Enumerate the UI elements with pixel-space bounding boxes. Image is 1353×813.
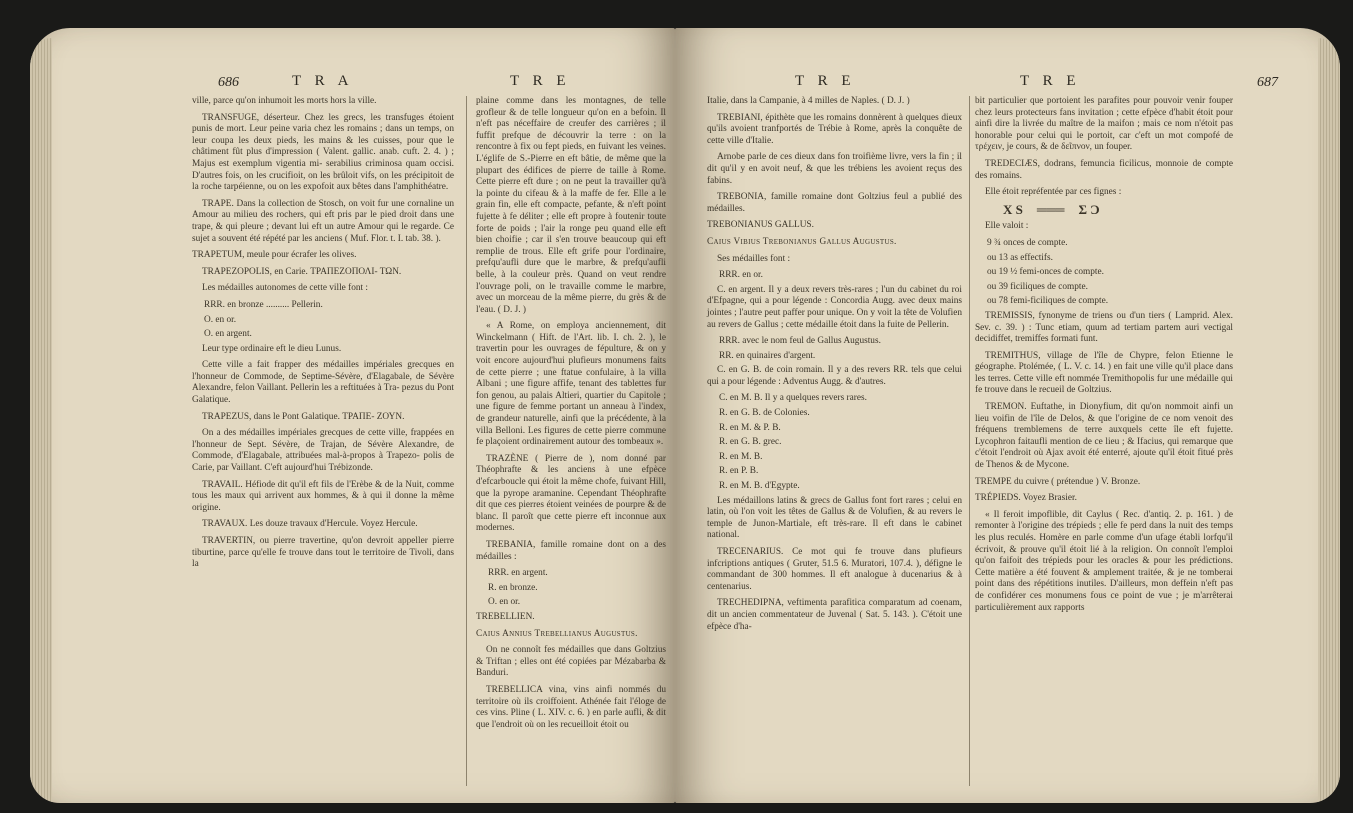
list-item: R. en M. & P. B. xyxy=(719,422,781,433)
list-item: ou 19 ½ femi-onces de compte. xyxy=(987,267,1104,278)
right-page-column-2 xyxy=(975,96,1233,619)
paragraph: Arnobe parle de ces dieux dans fon troifième livre, vers la fin ; il dit qu'il y en avoit neuf, & que les trébiens les avoient reçus des fabins. xyxy=(707,152,962,186)
paragraph: Ses médailles font : xyxy=(717,253,791,264)
monetary-sign: Σ Ɔ xyxy=(1078,201,1100,217)
list-item: RR. en quinaires d'argent. xyxy=(719,350,816,361)
left-page-column-1 xyxy=(192,96,454,576)
list-item: RRR. avec le nom feul de Gallus Augustus. xyxy=(719,336,881,347)
list-item: ou 78 femi-ficiliques de compte. xyxy=(987,296,1109,307)
left-page-column-2 xyxy=(476,96,666,736)
paragraph: Caius Annius Trebellianus Augustus. xyxy=(476,628,638,639)
right-page-column-1 xyxy=(707,96,962,638)
left-page-number: 686 xyxy=(218,75,239,90)
right-page-edges xyxy=(1318,38,1340,803)
paragraph: TRAZÈNE ( Pierre de ), nom donné par Théophrafte & les anciens à une efpèce d'efcarboucle qui étoit la même chofe, fuivant Hill, que la pyrope aramanine. Cependant Théophrafte dit que ces pierres étoient veinées de pourpre & de blanc. Il paroît que cette pierre eft inconnue aux modernes. xyxy=(476,453,666,534)
paragraph: TRÉPIEDS. Voyez Brasier. xyxy=(975,493,1077,504)
paragraph: On a des médailles impériales grecques de cette ville, frappées en l'honneur de Sept. Sévère, de Trajan, de Sévère Alexandre, de Commode, d'Elagabale, attribuées mal-à-propos à Trapezo- polis de Carie, par Vaillant. C'eft aujourd'hui Trébizonde. xyxy=(192,428,454,474)
list-item: ou 39 ficiliques de compte. xyxy=(987,281,1088,292)
paragraph: TRAVAUX. Les douze travaux d'Hercule. Voyez Hercule. xyxy=(202,519,418,530)
paragraph: TREBIANI, épithète que les romains donnèrent à quelques dieux qu'ils avoient tranfportés de Trébie à Rome, après la conquête de cette ville d'Italie. xyxy=(707,112,962,146)
monetary-sign: ═══ xyxy=(1036,201,1065,217)
paragraph: TREBANIA, famille romaine dont on a des médailles : xyxy=(476,539,666,562)
paragraph: TRAPEZOPOLIS, en Carie. ΤΡΑΠΕΖΟΠΟΛΙ- ΤΩΝ. xyxy=(202,266,402,277)
list-item: C. en M. B. Il y a quelques revers rares. xyxy=(719,393,867,404)
list-item: RRR. en argent. xyxy=(488,568,548,579)
paragraph: TRAVAIL. Héfiode dit qu'il eft fils de l'Erèbe & de la Nuit, comme tous les maux qui arrivent aux hommes, & à qui il donne la même origine. xyxy=(192,479,454,513)
paragraph: TRECENARIUS. Ce mot qui fe trouve dans plufieurs infcriptions antiques ( Gruter, 51.5 6. Muratori, 107.4. ), défigne le commandant de 300 hommes. Il eft analogue à ducenarius & à centenarius. xyxy=(707,547,962,592)
paragraph: TREMITHUS, village de l'île de Chypre, felon Etienne le géographe. Ptolémée, ( L. V. c. 14. ) en fait une ville qu'il place dans les terres. Cette ville eft nommée Tremithopolis fur une médaille qui fe trouve dans le recueil de Goltzius. xyxy=(975,350,1233,396)
paragraph: TREMON. Euftathe, in Dionyfium, dit qu'on nommoit ainfi un lieu voifin de l'île de Delos, & que l'origine de ce nom venoit des fréquens tremblemens de terre auxquels cette île eft fujette. Lycophron faitaufli mention de ce lieu ; & Ifacius, qui remarque que c'étoit l'endroit où Ajax avoit été enterré, ajoute qu'il étoit fitué près de Thenos & de Mycone. xyxy=(975,402,1233,471)
list-item: R. en M. B. xyxy=(719,451,763,462)
left-header-tre: T R E xyxy=(510,73,571,89)
paragraph: Elle étoit repréfentée par ces fignes : xyxy=(985,187,1122,198)
paragraph: Caius Vibius Trebonianus Gallus Augustus. xyxy=(707,236,897,247)
paragraph: On ne connoît fes médailles que dans Goltzius & Triftan ; elles ont été copiées par Mézabarba & Banduri. xyxy=(476,645,666,679)
paragraph: « Il feroit impoflible, dit Caylus ( Rec. d'antiq. 2. p. 161. ) de remonter à l'origine des trépieds ; elle fe perd dans la nuit des temps les plus reculés. Homère en parle comme d'un ufage établi lorfqu'il écrivoit, & prouve qu'il étoit lié à la religion. On connoît l'emploi qu'on faifoit des trépieds pour les oracles & pour les prédictions. Cette matière a été fouvent & amplement traitée, & je ne tomberai point dans des répétitions inutiles. D'ailleurs, mon deffein n'eft pas de confidérer ces monumens fous ce point de vue ; je m'arrêterai particulièrement aux rapports xyxy=(975,509,1233,613)
list-item: ou 13 as effectifs. xyxy=(987,252,1053,263)
paragraph: TREDECIÆS, dodrans, femuncia ficilicus, monnoie de compte des romains. xyxy=(975,158,1233,181)
list-item: R. en G. B. de Colonies. xyxy=(719,408,810,419)
paragraph: « A Rome, on employa anciennement, dit Winckelmann ( Hift. de l'Art. lib. I. ch. 2. ), le travertin pour les ouvrages de fépulture, & on y voit encore aujourd'hui plufieurs monumens faits de cette pierre ; une ftatue confulaire, à la villa Albani ; une figure affife, tenant des tablettes fur fon genou, au palais Altieri, quartier du Capitole ; une figure de femme portant un anneau à l'index, de grandeur naturelle, ainfi que la précédente, à la villa Belloni. Les figures de cette pierre commune fe plaçoient ordinairement autour des tombeaux ». xyxy=(476,321,666,448)
paragraph: TREBONIANUS GALLUS. xyxy=(707,220,814,231)
paragraph: Elle valoit : xyxy=(985,221,1029,232)
paragraph: TREBELLICA vina, vins ainfi nommés du territoire où ils croiffoient. Athénée fait l'éloge de ces vins. Pline ( L. XIV. c. 6. ) en parle aufli, & dit que l'endroit où on les recueilloit étoit ou xyxy=(476,684,666,730)
paragraph: TREBONIA, famille romaine dont Goltzius feul a publié des médailles. xyxy=(707,192,962,214)
right-header-tre-right: T R E xyxy=(1020,73,1081,89)
monetary-signs xyxy=(975,201,1233,217)
right-page xyxy=(675,28,1340,803)
paragraph: TREBELLIEN. xyxy=(476,611,535,622)
list-item: O. en or. xyxy=(204,314,237,325)
paragraph: TREMISSIS, fynonyme de triens ou d'un tiers ( Lamprid. Alex. Sev. c. 39. ) : Tunc etiam, quum ad tertiam partem auri vectigal decidiffet, tremiffes formati funt. xyxy=(975,310,1233,345)
paragraph: plaine comme dans les montagnes, de telle grofleur & de telle longueur qu'on en a befoin. Il n'eft pas néceffaire de creufer des carrières ; il fuffit prefque de découvrir la terre : on la rencontre à fix ou fept pieds, en fuivant les veines. L'églife de S.-Pierre en eft bâtie, de même que la plupart des édifices de pierre de taille à Rome. Cette pierre eft dure ; on ne peut la travailler qu'à la pointe du cifeau & à la maffe de fer. Elle a le grain fin, elle eft compacte, pefante, & n'eft point fujette à fe déliter ; elle eft propre à foutenir toute forte de poids ; l'air la ronge peu quand elle eft bien choifie ; car il s'en trouve beaucoup qui eft remplie de trous. Elle eft grife pour l'ordinaire, prefqu'aufli dure que le marbre, & prefqu'aufli belle, à la couleur près. Quand on veut rendre l'ouvrage poli, on le travaille comme le marbre, avec un morceau de la même pierre, du grès & de l'eau. ( D. J. ) xyxy=(476,96,666,315)
paragraph: Italie, dans la Campanie, à 4 milles de Naples. ( D. J. ) xyxy=(707,96,910,106)
list-item: O. en argent. xyxy=(204,329,252,340)
open-book xyxy=(30,28,1340,808)
paragraph: Les médailles autonomes de cette ville font : xyxy=(202,283,369,294)
paragraph: TRAPEZUS, dans le Pont Galatique. ΤΡΑΠΕ- ΖΟΥΝ. xyxy=(202,411,405,422)
column-rule xyxy=(466,96,467,786)
paragraph: TREMPE du cuivre ( prétendue ) V. Bronze. xyxy=(975,476,1141,487)
list-item: O. en or. xyxy=(488,597,521,608)
paragraph: Cette ville a fait frapper des médailles impériales grecques en l'honneur de Commode, de Septime-Sévère, d'Elagabale, de Sévère Alexandre, felon Vaillant. Pellerin les a reftituées à Tra- pezus du Pont Galatique. xyxy=(192,360,454,406)
list-item: RRR. en or. xyxy=(719,270,763,281)
right-header-tre-left: T R E xyxy=(795,73,856,89)
paragraph: TRAPETUM, meule pour écrafer les olives. xyxy=(192,250,357,261)
column-rule xyxy=(969,96,970,786)
paragraph: C. en argent. Il y a deux revers très-rares ; l'un du cabinet du roi d'Efpagne, qui a pour légende : Concordia Augg. avec deux mains jointes ; l'autre peut paffer pour unique. On y voit la tête de Volufien au revers de Gallus ; cette médaille étoit dans la fuite de Pellerin. xyxy=(707,284,962,330)
paragraph: C. en G. B. de coin romain. Il y a des revers RR. tels que celui qui a pour légende : Adventus Augg. & d'autres. xyxy=(707,365,962,387)
list-item: R. en M. B. d'Egypte. xyxy=(719,481,800,492)
paragraph: TRAVERTIN, ou pierre travertine, qu'on devroit appeller pierre tiburtine, parce qu'elle fe trouve dans tout le territoire de Tivoli, dans la xyxy=(192,536,454,570)
list-item: R. en bronze. xyxy=(488,582,538,593)
paragraph: Les médaillons latins & grecs de Gallus font fort rares ; celui en latin, où l'on voit les têtes de Gallus & de Volufien, & au revers le temple de Junon-Martiale, eft très-rare. Il eft dans le cabinet national. xyxy=(707,495,962,541)
paragraph: TRECHEDIPNA, veftimenta parafitica comparatum ad coenam, dit un ancien commentateur de Juvenal ( Sat. 5. 143. ). C'étoit une efpèce d'ha- xyxy=(707,598,962,632)
monetary-sign: X S xyxy=(1003,201,1023,217)
paragraph: Leur type ordinaire eft le dieu Lunus. xyxy=(202,343,342,354)
list-item: RRR. en bronze .......... Pellerin. xyxy=(204,299,323,310)
list-item: 9 ¾ onces de compte. xyxy=(987,237,1068,248)
paragraph: TRANSFUGE, déserteur. Chez les grecs, les transfuges étoient punis de mort. Leur peine varia chez les romains ; dans un temps, on leur coupa les deux pieds, les mains & les cuisses, pour que le châtiment fût plus d'impression ( Valent. gallic. anab. cuft. 2. 4. ) ; Majus est exemplum vigentia mi- serabilius criminosa quam occisi. D'autres fois, on les crucifioit, on les brûloit vifs, on les précipitoit de la roche tarpéienne, ou on les expofoit aux bêtes dans l'amphithéatre. xyxy=(192,112,454,193)
list-item: R. en P. B. xyxy=(719,466,759,477)
right-page-number: 687 xyxy=(1257,75,1278,90)
list-item: R. en G. B. grec. xyxy=(719,437,782,448)
left-page xyxy=(30,28,675,803)
left-header-tra: T R A xyxy=(292,73,354,89)
paragraph: bit particulier que portoient les parafites pour pouvoir venir fouper chez leurs protecteurs fans invitation ; cette efpèce d'habit étoit pour ainfi dire la livrée du maître de la maifon ; mais ce nom n'étoit pas honorable pour celui qui le portoit, car c'eft un mot compofé de τρέχειν, je cours, & de δεῖπνον, un fouper. xyxy=(975,96,1233,153)
left-page-edges xyxy=(30,38,52,803)
paragraph: ville, parce qu'on inhumoit les morts hors la ville. xyxy=(192,96,377,106)
paragraph: TRAPE. Dans la collection de Stosch, on voit fur une cornaline un Amour au milieu des rochers, qui eft pris par le pied droit dans une trape, & qui pleure ; devant lui eft un autre Amour qui le regarde. Ce sujet a souvent été répété par les anciens ( Muf. Flor. t. I. tab. 38. ). xyxy=(192,198,454,244)
